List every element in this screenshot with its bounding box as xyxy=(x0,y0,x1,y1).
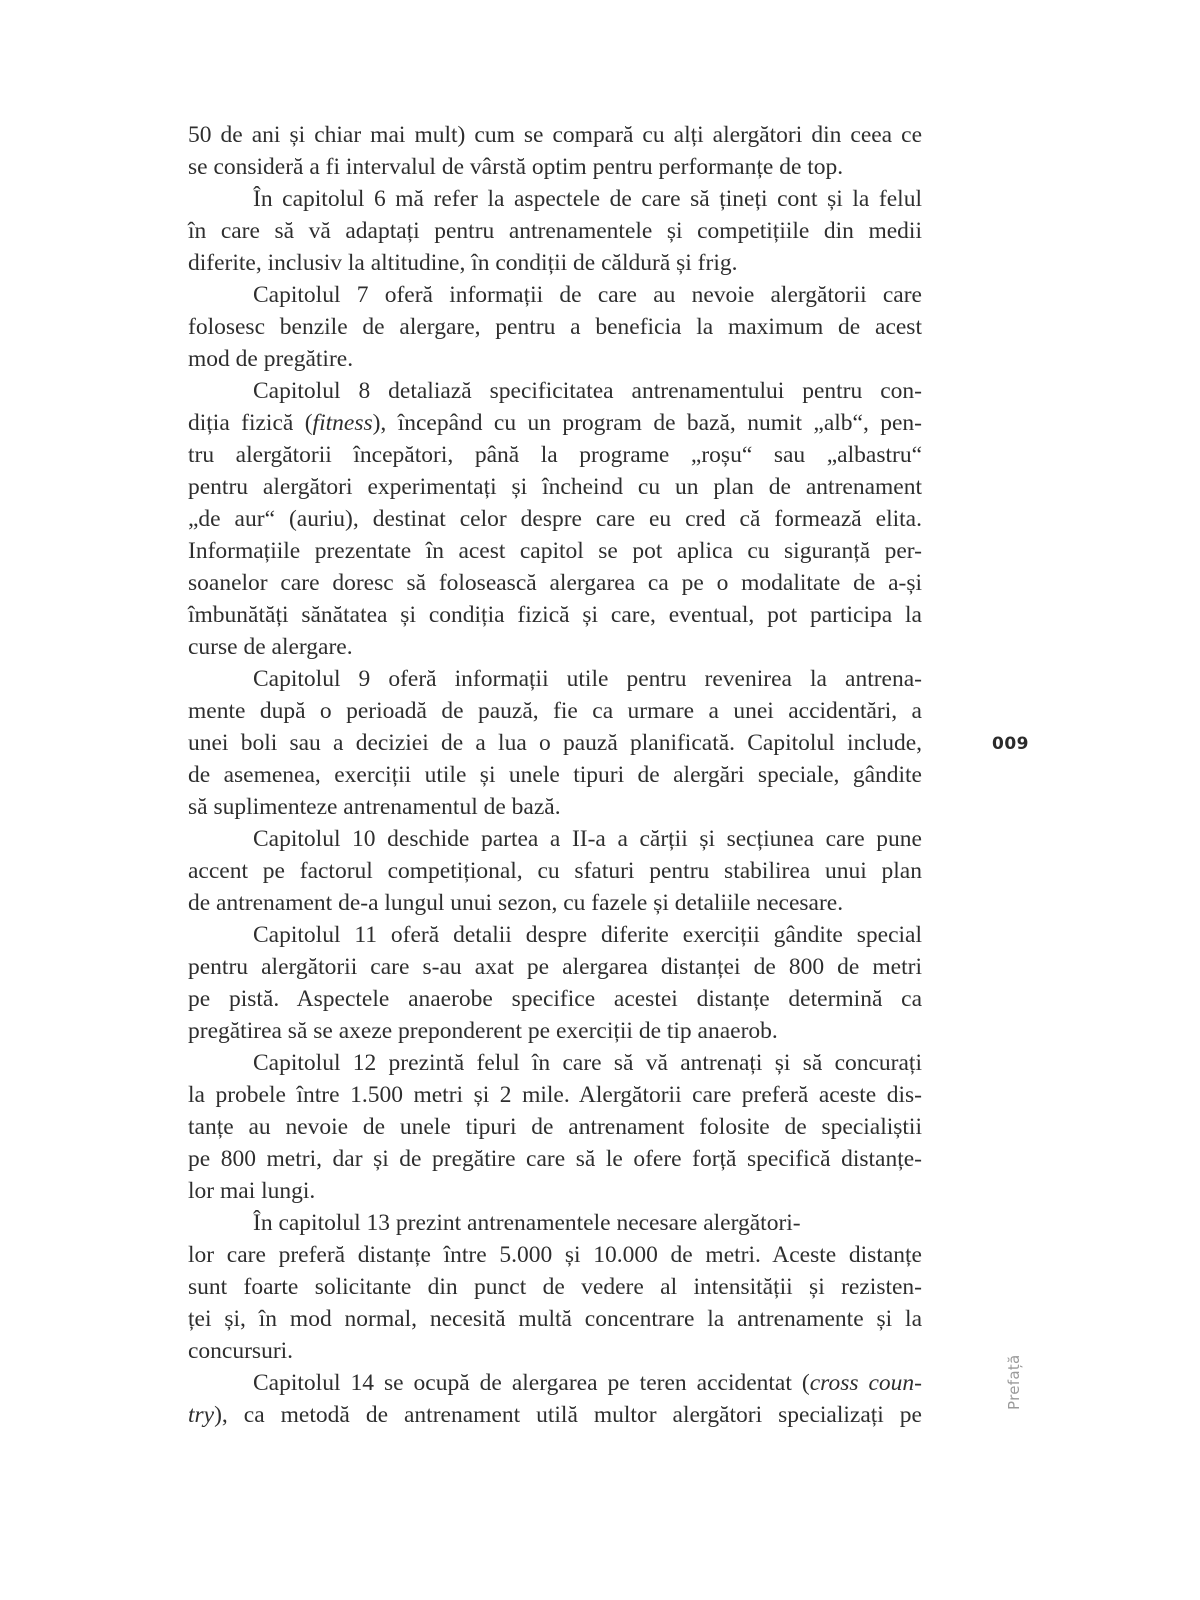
text-line: mente după o perioadă de pauză, fie ca urmare a unei accidentări, a xyxy=(188,698,922,724)
text-line: se consideră a fi intervalul de vârstă optim pentru performanțe de top. xyxy=(188,154,844,180)
text-line: tanțe au nevoie de unele tipuri de antrenament folosite de specialiștii xyxy=(188,1114,922,1140)
text-line: de asemenea, exerciții utile și unele tipuri de alergări speciale, gândite xyxy=(188,762,922,788)
italic-term: fitness xyxy=(312,410,373,436)
text-line: concursuri. xyxy=(188,1338,294,1364)
text-line xyxy=(188,407,922,439)
text-line: soanelor care doresc să folosească alergarea ca pe o modalitate de a-și xyxy=(188,570,922,596)
text-line: În capitolul 13 prezint antrenamentele necesare alergători- xyxy=(253,1210,801,1236)
text-line: În capitolul 6 mă refer la aspectele de care să țineți cont și la felul xyxy=(253,186,922,212)
text-segment: ), ca metodă de antrenament utilă multor alergători specializați pe xyxy=(214,1402,922,1428)
text-line: lor care preferă distanțe între 5.000 și 10.000 de metri. Aceste distanțe xyxy=(188,1242,922,1268)
text-line: la probele între 1.500 metri și 2 mile. Alergătorii care preferă aceste dis- xyxy=(188,1082,922,1108)
text-line: Capitolul 12 prezintă felul în care să vă antrenați și să concurați xyxy=(253,1050,922,1076)
text-line: în care să vă adaptați pentru antrenamentele și competițiile din medii xyxy=(188,218,922,244)
text-line xyxy=(188,1367,922,1399)
running-head-chapter-title: Prefață xyxy=(1005,1354,1023,1410)
text-segment: ), începând cu un program de bază, numit „alb“, pen- xyxy=(372,410,922,436)
text-line: 50 de ani și chiar mai mult) cum se compară cu alți alergători din ceea ce xyxy=(188,122,922,148)
text-line: pe 800 metri, dar și de pregătire care să le ofere forță specifică distanțe- xyxy=(188,1146,922,1172)
body-text xyxy=(188,119,922,1431)
text-line: curse de alergare. xyxy=(188,634,353,660)
text-line: pentru alergătorii care s-au axat pe alergarea distanței de 800 de metri xyxy=(188,954,922,980)
page-number: 009 xyxy=(992,734,1029,754)
text-line: folosesc benzile de alergare, pentru a beneficia la maximum de acest xyxy=(188,314,922,340)
text-line: Capitolul 8 detaliază specificitatea antrenamentului pentru con- xyxy=(253,378,922,404)
text-line: „de aur“ (auriu), destinat celor despre care eu cred că formează elita. xyxy=(188,506,922,532)
text-line: să suplimenteze antrenamentul de bază. xyxy=(188,794,561,820)
text-segment: diția fizică ( xyxy=(188,410,313,436)
text-line: Capitolul 7 oferă informații de care au nevoie alergătorii care xyxy=(253,282,922,308)
text-line: de antrenament de-a lungul unui sezon, cu fazele și detaliile necesare. xyxy=(188,890,844,916)
text-line: sunt foarte solicitante din punct de vedere al intensității și rezisten- xyxy=(188,1274,922,1300)
text-segment: Capitolul 14 se ocupă de alergarea pe teren accidentat ( xyxy=(253,1370,810,1396)
text-line: accent pe factorul competițional, cu sfaturi pentru stabilirea unui plan xyxy=(188,858,922,884)
text-line: Capitolul 11 oferă detalii despre diferite exerciții gândite special xyxy=(253,922,922,948)
text-line: pentru alergători experimentați și încheind cu un plan de antrenament xyxy=(188,474,922,500)
text-line: lor mai lungi. xyxy=(188,1178,316,1204)
text-line: îmbunătăți sănătatea și condiția fizică și care, eventual, pot participa la xyxy=(188,602,922,628)
text-line xyxy=(188,1399,922,1431)
italic-term: try xyxy=(188,1402,215,1428)
text-line: Capitolul 9 oferă informații utile pentru revenirea la antrena- xyxy=(253,666,922,692)
text-line: Capitolul 10 deschide partea a II-a a cărții și secțiunea care pune xyxy=(253,826,922,852)
text-line: pregătirea să se axeze preponderent pe exerciții de tip anaerob. xyxy=(188,1018,778,1044)
italic-term: cross coun- xyxy=(809,1370,922,1396)
text-line: diferite, inclusiv la altitudine, în condiții de căldură și frig. xyxy=(188,250,738,276)
text-line: tru alergătorii începători, până la programe „roșu“ sau „albastru“ xyxy=(188,442,922,468)
text-line: Informațiile prezentate în acest capitol se pot aplica cu siguranță per- xyxy=(188,538,922,564)
text-line: mod de pregătire. xyxy=(188,346,354,372)
text-line: unei boli sau a deciziei de a lua o pauză planificată. Capitolul include, xyxy=(188,730,922,756)
text-line: pe pistă. Aspectele anaerobe specifice acestei distanțe determină ca xyxy=(188,986,922,1012)
text-line: ței și, în mod normal, necesită multă concentrare la antrenamente și la xyxy=(188,1306,922,1332)
